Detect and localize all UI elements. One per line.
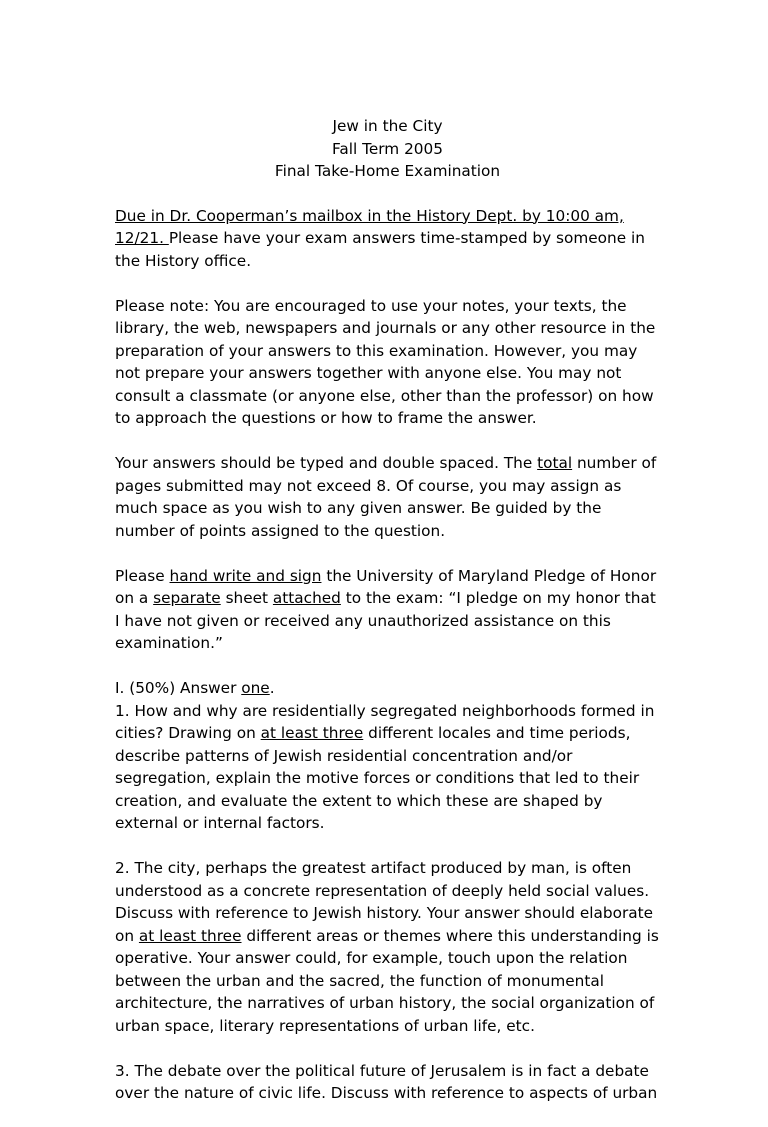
section-heading-text: I. (50%) Answer: [115, 679, 242, 697]
question-2: [115, 857, 660, 1037]
exam-page: [115, 115, 660, 1127]
total-emphasis: total: [537, 454, 573, 472]
question-3: 3. The debate over the political future of Jerusalem is in fact a debate over the nature of civic life. Discuss with reference to aspects of urban: [115, 1061, 658, 1102]
term: Fall Term 2005: [332, 139, 443, 158]
pledge-paragraph: [115, 565, 660, 655]
separate-emphasis: separate: [153, 589, 221, 607]
question-1-text-rest: different locales and time periods, describe patterns of Jewish residential concentration and/or segregation, explain the motive forces or conditions that led to their creation, and evaluate the extent to which these are shaped by external or internal factors.: [115, 724, 640, 832]
pledge-text-d: to the exam: “I pledge on my honor that I have not given or received any unauthorized assistance on this examination.”: [115, 589, 656, 652]
question-1-text: 1. How and why are residentially segregated neighborhoods formed in cities? Drawing on: [115, 701, 655, 742]
exam-title: Final Take-Home Examination: [274, 162, 501, 180]
pledge-text-b: the University of Maryland Pledge of Honor on a: [115, 566, 657, 607]
question-2-text-rest: different areas or themes where this understanding is operative. Your answer could, for example, touch upon the relation between the urban and the sacred, the function of monumental architecture, the narratives of urban history, the social organization of urban space, literary representations of urban life, etc.: [115, 926, 659, 1035]
due-instructions: Please have your exam answers time-stamped by someone in the History office.: [115, 229, 645, 270]
section-heading-end: .: [269, 679, 275, 697]
exam-header: [115, 115, 660, 183]
question-2-text: 2. The city, perhaps the greatest artifact produced by man, is often understood as a concrete representation of deeply held social values. Discuss with reference to Jewish history. Your answer should elaborate on: [115, 859, 654, 945]
question-1: [115, 700, 660, 835]
question-2-emphasis: at least three: [138, 926, 242, 945]
pledge-text-a: Please: [115, 566, 170, 585]
answer-one-emphasis: one: [241, 679, 270, 697]
pledge-text-c: sheet: [220, 589, 273, 607]
format-text-rest: number of pages submitted may not exceed 8. Of course, you may assign as much space as you wish to any given answer. Be guided by the number of points assigned to the question.: [115, 454, 657, 540]
note-paragraph: Please note: You are encouraged to use your notes, your texts, the library, the web, newspapers and journals or any other resource in the preparation of your answers to this examination. However, you may not prepare your answers together with anyone else. You may not consult a classmate (or anyone else, other than the professor) on how to approach the questions or how to frame the answer.: [115, 296, 656, 427]
attached-emphasis: attached: [272, 589, 341, 607]
question-1-emphasis: at least three: [260, 724, 364, 742]
course-title: Jew in the City: [332, 117, 443, 135]
format-paragraph: [115, 452, 660, 542]
due-date: Due in Dr. Cooperman’s mailbox in the History Dept. by 10:00 am, 12/21.: [115, 206, 624, 247]
format-text: Your answers should be typed and double spaced. The: [115, 454, 538, 472]
due-paragraph: [115, 205, 660, 273]
hand-write-emphasis: hand write and sign: [169, 566, 322, 585]
section-heading: [115, 677, 660, 700]
